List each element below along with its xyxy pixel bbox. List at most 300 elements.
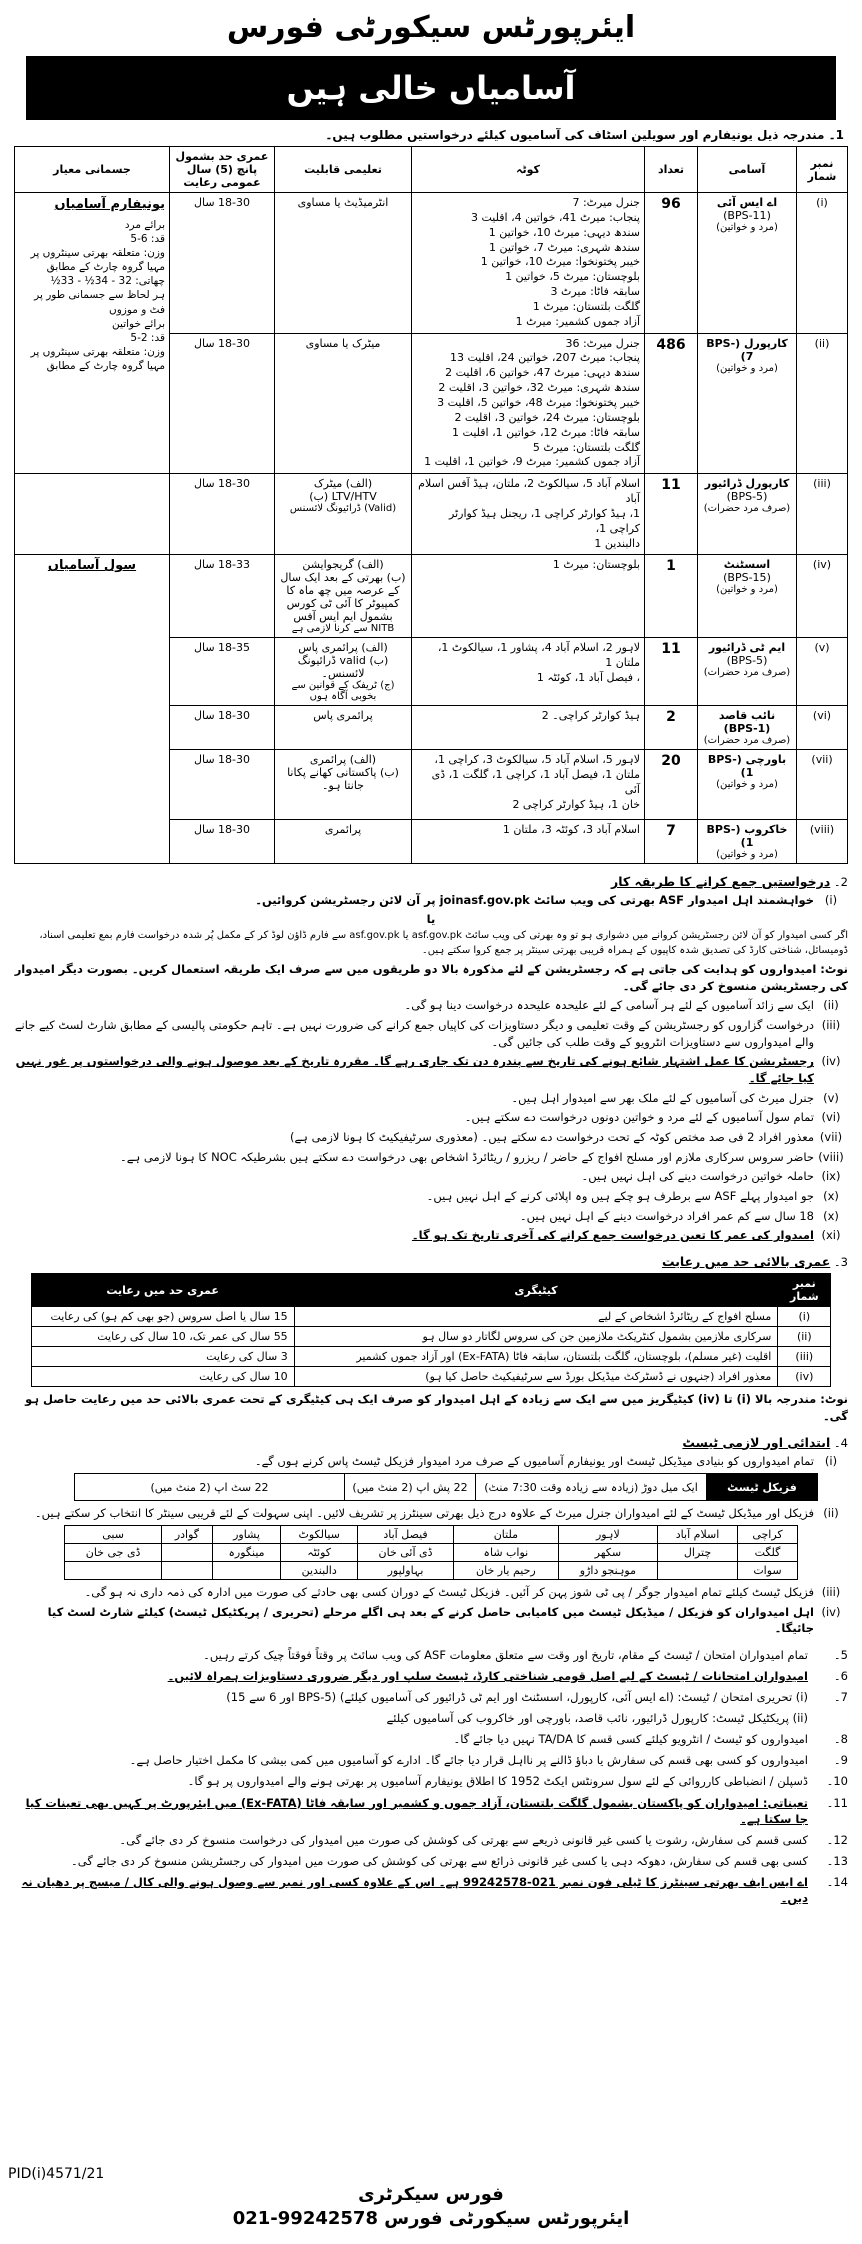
quota-line: جنرل میرٹ: 36 — [565, 336, 640, 350]
table-row — [15, 555, 848, 638]
row-quota — [412, 706, 645, 750]
age-relaxation: 15 سال یا اصل سروس (جو بھی کم ہو) کی رعایت — [31, 1307, 294, 1327]
edu-line: (الف) پرائمری — [309, 753, 377, 767]
s2-item-text: معذور افراد 2 فی صد مختص کوٹہ کے تحت درخواست دے سکتے ہیں۔ (معذوری سرٹیفیکیٹ کا ہونا لازمی ہے) — [289, 1130, 814, 1145]
quota-line: خیبر پختونخوا: میرٹ 10، خواتین 1 — [480, 255, 640, 269]
row-sr: (vi) — [797, 706, 848, 750]
age-col-relaxation: عمری حد میں رعایت — [31, 1274, 294, 1307]
row-education — [275, 555, 412, 638]
row-education — [275, 638, 412, 706]
age-category: مسلح افواج کے ریٹائرڈ اشخاص کے لیے — [294, 1307, 778, 1327]
s2-item-label: (ix) — [821, 1169, 841, 1184]
civil-posts-label: سول آسامیاں — [47, 558, 137, 574]
center-cell: نواب شاہ — [454, 1543, 559, 1561]
item-number: 5۔ — [833, 1647, 848, 1662]
quota-line: پنجاب: میرٹ 41، خواتین 4، اقلیت 3 — [471, 210, 640, 224]
age-row — [31, 1367, 831, 1387]
s2-item — [14, 1227, 848, 1244]
s2-para-text: اگر کسی امیدوار کو آن لائن رجسٹریشن کروانے میں دشواری ہو تو وہ بھرتی کی ویب سائٹ asf.gov.pk یا asf.gov.pk سے فارم ڈاؤن لوڈ کر کے مکمل پُر شدہ درخواست فارم بمع تعلیمی اسناد، ڈومیسائل، شناختی کارڈ کی تصدیق شدہ کاپیوں کے ہمراہ قریبی بھرتی سینٹر پر جمع کروا سکتے ہیں۔ — [39, 930, 848, 956]
age-row — [31, 1327, 831, 1347]
age-row — [31, 1347, 831, 1367]
row-sr: (iv) — [797, 555, 848, 638]
row-quota — [412, 750, 645, 820]
center-cell: ڈی آئی خان — [358, 1543, 454, 1561]
s2-note — [14, 961, 848, 994]
item-number — [808, 1710, 848, 1726]
item-number: 14۔ — [826, 1874, 848, 1889]
row-sr: (i) — [797, 193, 848, 334]
row-count: 7 — [645, 820, 698, 864]
row-education — [275, 750, 412, 820]
intro-text: 1۔ مندرجہ ذیل یونیفارم اور سویلین اسٹاف کی آسامیوں کیلئے درخواستیں مطلوب ہیں۔ — [325, 128, 844, 142]
s2-item — [14, 1109, 848, 1126]
numbered-item — [14, 1874, 848, 1906]
s2-item — [14, 1149, 848, 1166]
s2-items-list — [14, 997, 848, 1244]
s2-item-i-text: خواہشمند اہل امیدوار ASF بھرتی کی ویب سائٹ joinasf.gov.pk پر آن لائن رجسٹریشن کروائیں۔ — [255, 893, 814, 908]
center-cell: اسلام آباد — [658, 1525, 738, 1543]
quota-line: گلگت بلتستان: میرٹ 5 — [532, 440, 640, 454]
section-3 — [14, 1254, 848, 1424]
center-cell: رحیم یار خان — [454, 1561, 559, 1579]
post-gender: (صرف مرد حضرات) — [703, 503, 791, 515]
s2-item — [14, 997, 848, 1014]
s2-item-i-label: (i) — [824, 893, 838, 908]
post-grade: (BPS-15) — [723, 571, 771, 585]
quota-line: پنجاب: میرٹ 207، خواتین 24، اقلیت 13 — [450, 351, 640, 365]
center-cell: سکھر — [558, 1543, 657, 1561]
edu-line: NITB سے کرنا لازمی ہے — [291, 623, 395, 635]
quota-line: خیبر پختونخوا: میرٹ 48، خواتین 5، اقلیت 3 — [437, 395, 640, 409]
s2-item-label: (vii) — [819, 1130, 843, 1145]
quota-line: ملتان 1، فیصل آباد 1، کراچی 1، گلگت 1، ڈی آئی — [431, 768, 640, 797]
row-post — [698, 474, 797, 555]
quota-line: سابقہ فاٹا: میرٹ 3 — [550, 285, 640, 299]
col-physical: جسمانی معیار — [15, 147, 170, 193]
s2-item-label: (xi) — [821, 1228, 841, 1243]
post-grade: (BPS-5) — [726, 654, 768, 668]
center-cell: کوئٹہ — [281, 1543, 358, 1561]
row-count: 486 — [645, 333, 698, 474]
item-text: تمام امیدواران امتحان / ٹیسٹ کے مقام، تاریخ اور وقت سے متعلق معلومات ASF کی ویب سائٹ پر وقتاً فوقتاً چیک کرتے رہیں۔ — [203, 1647, 808, 1662]
s2-item-label: (ii) — [823, 998, 839, 1013]
section-2-title: درخواستیں جمع کرانے کا طریقہ کار — [611, 874, 831, 890]
quota-line: ہیڈ کوارٹر کراچی۔ 2 — [541, 709, 640, 723]
s4-item-i — [14, 1453, 848, 1470]
post-gender: (مرد و خواتین) — [716, 222, 778, 233]
quota-line: گلگت بلتستان: میرٹ 1 — [532, 299, 640, 313]
quota-line: آزاد جموں کشمیر: میرٹ 9، خواتین 1، اقلیت 1 — [424, 455, 640, 469]
s4-item-iii-label: (iii) — [821, 1584, 841, 1599]
physical-line: برائے مرد — [124, 218, 165, 231]
edu-line: (ج) ٹریفک کے قوانین سے بخوبی آگاہ ہوں — [291, 680, 395, 703]
s3-note — [14, 1391, 848, 1424]
row-count: 11 — [645, 474, 698, 555]
post-name: نائب قاصد (BPS-1) — [718, 709, 776, 736]
row-post — [698, 638, 797, 706]
s2-item-text: تمام سول آسامیوں کے لئے مرد و خواتین دونوں درخواست دے سکتے ہیں۔ — [464, 1110, 814, 1125]
s2-para — [14, 929, 848, 958]
s3-note-text: نوٹ: مندرجہ بالا (i) تا (iv) کیٹیگریز میں سے ایک سے زیادہ کے اہل امیدوار کو صرف ایک ہی کیٹیگری کے تحت عمری بالائی حد میں رعایت حاصل ہو گی۔ — [25, 1392, 848, 1423]
item-text: کسی قسم کی سفارش، رشوت یا کسی غیر قانونی ذریعے سے بھرتی کی کوشش کی صورت میں امیدوار کی درخواست منسوخ کر دی جائے گی۔ — [119, 1832, 808, 1847]
row-quota — [412, 474, 645, 555]
post-gender: (مرد و خواتین) — [716, 779, 778, 791]
row-education — [275, 474, 412, 555]
centers-row — [65, 1543, 798, 1561]
center-cell — [212, 1561, 281, 1579]
center-cell: کراچی — [738, 1525, 798, 1543]
s4-item-iv-label: (iv) — [821, 1604, 841, 1619]
row-education — [275, 820, 412, 864]
s2-item-i — [14, 892, 848, 909]
section-4-number: 4۔ — [833, 1435, 848, 1450]
s2-note-text: نوٹ: امیدواروں کو ہدایت کی جاتی ہے کہ رجسٹریشن کے لئے مذکورہ بالا دو طریقوں میں سے صرف ایک طریقہ استعمال کریں۔ بصورت دیگر امیدوار کی رجسٹریشن منسوخ کر دی جائے گی۔ — [14, 962, 848, 993]
section-2-number: 2۔ — [833, 875, 848, 890]
post-gender: (صرف مرد حضرات) — [703, 735, 791, 747]
item-number: 6۔ — [833, 1668, 848, 1683]
row-education — [275, 333, 412, 474]
edu-line: (ب) پاکستانی کھانے پکانا جانتا ہو۔ — [287, 766, 399, 793]
numbered-item — [14, 1731, 848, 1747]
post-name: کارپورل ڈرائیور — [704, 477, 790, 491]
physical-line: برائے خواتین — [112, 317, 165, 330]
s2-item — [14, 1129, 848, 1146]
row-sr: (ii) — [797, 333, 848, 474]
post-name: باورچی (BPS-1) — [707, 753, 787, 780]
row-age: 18-30 سال — [170, 333, 275, 474]
physical-test-label: فزیکل ٹیسٹ — [706, 1474, 817, 1500]
s4-item-i-label: (i) — [824, 1453, 838, 1468]
physical-line: چھاتی: 32 - 34½ - 33½ — [50, 275, 165, 288]
quota-line: لاہور 2، اسلام آباد 4، پشاور 1، سیالکوٹ 1، ملتان 1 — [437, 641, 640, 670]
physical-standard-civil — [15, 555, 170, 864]
s2-item-text: ایک سے زائد آسامیوں کے لئے ہر آسامی کے لئے علیحدہ علیحدہ درخواست دینا ہو گی۔ — [404, 998, 814, 1013]
s2-item — [14, 1168, 848, 1185]
post-gender: (مرد و خواتین) — [716, 584, 778, 596]
row-count: 1 — [645, 555, 698, 638]
table-row — [15, 474, 848, 555]
s4-item-iv — [14, 1604, 848, 1637]
center-cell: ڈی جی خان — [65, 1543, 162, 1561]
row-count: 2 — [645, 706, 698, 750]
item-text: ڈسپلن / انضباطی کارروائی کے لئے سول سرونٹس ایکٹ 1952 کا اطلاق یونیفارم آسامیوں پر بھرتی ہونے والے امیدواروں پر ہو گا۔ — [187, 1774, 808, 1789]
numbered-item — [14, 1752, 848, 1768]
center-cell — [162, 1561, 213, 1579]
physical-test-pushups: 22 پش اپ (2 منٹ میں) — [344, 1474, 475, 1500]
numbered-item — [14, 1668, 848, 1684]
row-post — [698, 333, 797, 474]
quota-line: ، فیصل آباد 1، کوئٹہ 1 — [536, 671, 640, 685]
physical-line: وزن: متعلقہ بھرتی سینٹروں پر مہیا گروہ چارٹ کے مطابق — [30, 346, 165, 373]
item-number: 12۔ — [826, 1832, 848, 1847]
center-cell: گلگت — [738, 1543, 798, 1561]
age-col-category: کیٹیگری — [294, 1274, 778, 1307]
center-cell: چترال — [658, 1543, 738, 1561]
post-gender: (مرد و خواتین) — [716, 362, 778, 374]
uniform-posts-label: یونیفارم آسامیاں — [54, 197, 165, 212]
s4-item-i-text: تمام امیدواروں کو بنیادی میڈیکل ٹیسٹ اور یونیفارم آسامیوں کے صرف مرد امیدوار فزیکل ٹیسٹ پاس کرنے ہوں گے۔ — [254, 1453, 814, 1468]
age-sr: (iv) — [778, 1367, 831, 1387]
quota-line: آزاد جموں کشمیر: میرٹ 1 — [515, 314, 640, 328]
s2-item-text: درخواست گزاروں کو رجسٹریشن کے وقت تعلیمی و دیگر دستاویزات کی کاپیاں جمع کرانے کی ضرورت نہیں ہے۔ تاہم حکومتی پالیسی کے مطابق شارٹ لسٹ کیے جانے والے امیدواروں سے دستاویزات انٹرویو کے وقت طلب کی جائیں گی۔ — [14, 1018, 814, 1049]
item-number: 10۔ — [826, 1774, 848, 1789]
numbered-item — [14, 1832, 848, 1848]
row-quota — [412, 820, 645, 864]
row-education — [275, 193, 412, 334]
row-post — [698, 820, 797, 864]
quota-line: دالبندین 1 — [594, 536, 640, 550]
col-education: تعلیمی قابلیت — [275, 147, 412, 193]
post-name: خاکروب (BPS-1) — [706, 823, 788, 850]
post-gender: (صرف مرد حضرات) — [703, 667, 791, 679]
section-3-number: 3۔ — [833, 1255, 848, 1270]
physical-line: قد: 2-5 — [130, 331, 165, 344]
row-quota — [412, 193, 645, 334]
center-cell: گوادر — [162, 1525, 213, 1543]
s2-item — [14, 1053, 848, 1086]
section-3-title: عمری بالائی حد میں رعایت — [661, 1254, 831, 1270]
center-cell: دالبندین — [281, 1561, 358, 1579]
numbered-item — [14, 1773, 848, 1789]
center-cell: سبی — [65, 1525, 162, 1543]
row-post — [698, 706, 797, 750]
numbered-items — [14, 1647, 848, 1906]
center-cell: لاہور — [558, 1525, 657, 1543]
edu-line: (الف) گریجوایشن — [302, 558, 384, 572]
row-quota — [412, 333, 645, 474]
age-sr: (i) — [778, 1307, 831, 1327]
row-post — [698, 193, 797, 334]
item-number: 11۔ — [826, 1795, 848, 1810]
physical-test-row — [74, 1473, 818, 1501]
signature-title: فورس سیکرٹری — [358, 2184, 504, 2206]
org-title: ایئرپورٹس سیکورٹی فورس — [226, 10, 636, 45]
s4-item-ii-text: فزیکل اور میڈیکل ٹیسٹ کے لئے امیدواران جنرل میرٹ کے علاوہ درج ذیل بھرتی سینٹرز پر تشریف لائیں۔ اپنی سہولت کے لئے قریبی سینٹر کا انتخاب کر سکتے ہیں۔ — [34, 1506, 814, 1521]
post-grade: (BPS-5) — [726, 490, 768, 504]
center-cell: ملتان — [454, 1525, 559, 1543]
or-text: یا — [426, 912, 436, 927]
s4-item-ii-label: (ii) — [823, 1506, 839, 1521]
item-text: (ii) پریکٹیکل ٹیسٹ: کارپورل ڈرائیور، نائب قاصد، باورچی اور خاکروب کی آسامیوں کیلئے — [386, 1711, 808, 1726]
s2-item-text: امیدوار کی عمر کا تعین درخواست جمع کرانے کی آخری تاریخ تک ہو گا۔ — [411, 1228, 814, 1243]
age-sr: (iii) — [778, 1347, 831, 1367]
age-category: معذور افراد (جنہوں نے ڈسٹرکٹ میڈیکل بورڈ سے سرٹیفیکیٹ حاصل کیا ہو) — [294, 1367, 778, 1387]
item-text: اے ایس ایف بھرتی سینٹرز کا ٹیلی فون نمبر 021-99242578 ہے۔ اس کے علاوہ کسی اور نمبر سے وصول ہونے والی کال / میسج پر دھیان نہ دیں۔ — [21, 1874, 808, 1905]
item-text: (i) تحریری امتحان / ٹیسٹ: (اے ایس آئی، کارپورل، اسسٹنٹ اور ایم ٹی ڈرائیور کی آسامیوں کیلئے) (BPS-5 اور 6 سے 15) — [226, 1690, 808, 1705]
edu-line: (Valid) ڈرائیونگ لائسنس — [289, 503, 397, 515]
physical-line: قد: 6-5 — [130, 232, 165, 245]
s2-item-text: جو امیدوار پہلے ASF سے برطرف ہو چکے ہیں وہ اپلائی کرنے کے اہل نہیں ہیں۔ — [426, 1189, 814, 1204]
recruitment-centers-table — [64, 1525, 798, 1580]
s2-item-text: جنرل میرٹ کی آسامیوں کے لئے ملک بھر سے امیدوار اہل ہیں۔ — [511, 1090, 814, 1105]
physical-line: وزن: متعلقہ بھرتی سینٹروں پر مہیا گروہ چارٹ کے مطابق — [30, 246, 165, 274]
item-number: 7۔ — [833, 1690, 848, 1705]
row-sr: (iii) — [797, 474, 848, 555]
age-category: سرکاری ملازمین بشمول کنٹریکٹ ملازمین جن کی سروس لگاتار دو سال ہو — [294, 1327, 778, 1347]
row-age: 18-30 سال — [170, 474, 275, 555]
row-age: 18-30 سال — [170, 820, 275, 864]
centers-row — [65, 1561, 798, 1579]
s2-item-label: (viii) — [818, 1149, 844, 1164]
age-relaxation: 55 سال کی عمر تک، 10 سال کی رعایت — [31, 1327, 294, 1347]
edu-line: (الف) پرائمری پاس — [298, 641, 388, 655]
s2-item-text: 18 سال سے کم عمر افراد درخواست دینے کے اہل نہیں ہیں۔ — [519, 1208, 814, 1223]
physical-test-situps: 22 سٹ اپ (2 منٹ میں) — [150, 1480, 269, 1494]
row-post — [698, 555, 797, 638]
age-col-sr: نمبر شمار — [778, 1274, 831, 1307]
row-age: 18-33 سال — [170, 555, 275, 638]
s2-item-label: (vi) — [821, 1110, 841, 1125]
col-age: عمری حد بشمول پانچ (5) سال عمومی رعایت — [170, 147, 275, 193]
s2-item — [14, 1017, 848, 1050]
item-text: امیدواران امتحانات / ٹیسٹ کے لیے اصل قومی شناختی کارڈ، ٹیسٹ سلپ اور دیگر ضروری دستاویزات ہمراہ لائیں۔ — [167, 1668, 808, 1683]
age-sr: (ii) — [778, 1327, 831, 1347]
quota-line: اسلام آباد 3، کوئٹہ 3، ملتان 1 — [502, 823, 640, 837]
row-age: 18-35 سال — [170, 638, 275, 706]
post-gender: (مرد و خواتین) — [716, 849, 778, 861]
item-text: تعیناتی: امیدواران کو پاکستان بشمول گلگت بلتستان، آزاد جموں و کشمیر اور سابقہ فاٹا (Ex-FATA) میں ایئرپورٹ پر کہیں بھی تعینات کیا جا سکتا ہے۔ — [25, 1795, 808, 1826]
edu-line: پرائمری — [324, 823, 362, 837]
quota-line: بلوچستان: میرٹ 5، خواتین 1 — [505, 270, 640, 284]
post-name: ایم ٹی ڈرائیور — [708, 641, 786, 655]
age-category: اقلیت (غیر مسلم)، بلوچستان، گلگت بلتستان، سابقہ فاٹا (Ex-FATA) اور آزاد جموں کشمیر — [294, 1347, 778, 1367]
centers-row — [65, 1525, 798, 1543]
numbered-item — [14, 1795, 848, 1827]
edu-line: (ب) بھرتی کے بعد ایک سال کے عرصہ میں چھ ماہ کا کمپیوٹر کا آئی ٹی کورس بشمول ایم ایس آفس — [280, 571, 406, 624]
edu-line: انٹرمیڈیٹ یا مساوی — [297, 196, 389, 209]
edu-line: LTV/HTV (ب) — [309, 490, 377, 504]
s2-item-label: (x) — [823, 1208, 839, 1223]
row-post — [698, 750, 797, 820]
edu-line: میٹرک یا مساوی — [305, 336, 381, 350]
quota-line: سابقہ فاٹا: میرٹ 12، خواتین 1، اقلیت 1 — [452, 425, 640, 439]
row-count: 11 — [645, 638, 698, 706]
numbered-item — [14, 1853, 848, 1869]
center-cell — [65, 1561, 162, 1579]
physical-line: ہر لحاظ سے جسمانی طور پر فٹ و موزوں — [34, 289, 165, 316]
age-relaxation-table — [31, 1273, 832, 1387]
vacancy-table — [14, 146, 848, 864]
s2-item-text: حاملہ خواتین درخواست دینے کی اہل نہیں ہیں۔ — [581, 1169, 814, 1184]
quota-line: سندھ دیہی: میرٹ 47، خواتین 6، اقلیت 2 — [445, 366, 640, 380]
row-quota — [412, 638, 645, 706]
s2-item-label: (x) — [823, 1189, 839, 1204]
row-sr: (viii) — [797, 820, 848, 864]
s2-item — [14, 1208, 848, 1225]
quota-line: 1، ہیڈ کوارٹر کراچی 1، ریجنل ہیڈ کوارٹر کراچی 1، — [449, 506, 640, 535]
center-cell: سیالکوٹ — [281, 1525, 358, 1543]
age-header-row — [31, 1274, 831, 1307]
center-cell: مینگورہ — [212, 1543, 281, 1561]
row-sr: (vii) — [797, 750, 848, 820]
row-quota — [412, 555, 645, 638]
edu-line: پرائمری پاس — [313, 709, 373, 723]
post-name: اسسٹنٹ — [723, 558, 771, 572]
quota-line: بلوچستان: میرٹ 1 — [552, 558, 640, 572]
edu-line: (ب) valid ڈرائیونگ لائسنس۔ — [297, 654, 389, 681]
center-cell: فیصل آباد — [358, 1525, 454, 1543]
item-number: 9۔ — [833, 1753, 848, 1768]
physical-standard-empty — [15, 474, 170, 555]
row-sr: (v) — [797, 638, 848, 706]
row-age: 18-30 سال — [170, 193, 275, 334]
col-post: آسامی — [698, 147, 797, 193]
numbered-item — [14, 1689, 848, 1705]
quota-line: سندھ شہری: میرٹ 32، خواتین 3، اقلیت 2 — [438, 381, 640, 395]
post-name: کارپورل (BPS-7) — [706, 336, 788, 363]
s4-item-iii — [14, 1584, 848, 1601]
signature-block — [0, 2183, 862, 2230]
post-grade: (BPS-11) — [723, 209, 771, 222]
item-text: امیدواروں کو کسی بھی قسم کی سفارش یا دباؤ ڈالنے پر نااہل قرار دیا جائے گا۔ ادارے کو آسامیوں میں کمی بیشی کا مکمل اختیار حاصل ہے۔ — [129, 1753, 808, 1768]
age-row — [31, 1307, 831, 1327]
numbered-item — [14, 1710, 848, 1726]
signature-org: ایئرپورٹس سیکورٹی فورس 99242578-021 — [232, 2207, 630, 2229]
s2-item-text: رجسٹریشن کا عمل اشتہار شائع ہونے کی تاریخ سے پندرہ دن تک جاری رہے گا۔ مقررہ تاریخ کے بعد موصول ہونے والی درخواستوں پر غور نہیں کیا جائے گا۔ — [15, 1054, 814, 1086]
pid-number: PID(i)4571/21 — [8, 2166, 105, 2182]
col-quota: کوٹہ — [412, 147, 645, 193]
col-sr: نمبر شمار — [797, 147, 848, 193]
physical-standard-uniform — [15, 193, 170, 474]
s4-item-iii-text: فزیکل ٹیسٹ کیلئے تمام امیدوار جوگر / پی ٹی شوز پہن کر آئیں۔ فزیکل ٹیسٹ کے دوران کسی بھی حادثے کی صورت میں ادارہ کی ذمہ داری نہ ہو گی۔ — [84, 1584, 814, 1599]
vacancy-banner: آسامیاں خالی ہیں — [26, 56, 836, 120]
table-row — [15, 193, 848, 334]
center-cell: موہنجو داڑو — [558, 1561, 657, 1579]
center-cell: بہاولپور — [358, 1561, 454, 1579]
s2-item-text: حاضر سروس سرکاری ملازم اور مسلح افواج کے حاضر / ریزرو / ریٹائرڈ اشخاص بھی درخواست دے سکتے ہیں بشرطیکہ NOC کا ہونا لازمی ہے۔ — [120, 1149, 814, 1164]
s2-item-label: (v) — [823, 1090, 839, 1105]
s4-item-iv-text: اہل امیدواران کو فزیکل / میڈیکل ٹیسٹ میں کامیابی حاصل کرنے کے بعد ہی اگلے مرحلے (تحریری / پریکٹیکل ٹیسٹ) کیلئے شارٹ لسٹ کیا جائیگا۔ — [47, 1604, 814, 1636]
item-text: کسی بھی قسم کی سفارش، دھوکہ دہی یا کسی غیر قانونی ذرائع سے بھرتی کی کوشش کی صورت میں امیدوار کی رجسٹریشن منسوخ کر دی جائے گی۔ — [71, 1853, 808, 1868]
s2-item — [14, 1090, 848, 1107]
s2-item-label: (iv) — [821, 1054, 841, 1069]
item-text: امیدواروں کو ٹیسٹ / انٹرویو کیلئے کسی قسم کا TA/DA نہیں دیا جائے گا۔ — [453, 1732, 808, 1747]
quota-line: سندھ دیہی: میرٹ 10، خواتین 1 — [488, 225, 640, 239]
quota-line: جنرل میرٹ: 7 — [572, 196, 640, 209]
s2-item — [14, 1188, 848, 1205]
section-2 — [14, 874, 848, 1244]
numbered-item — [14, 1647, 848, 1663]
item-number: 13۔ — [826, 1853, 848, 1868]
quota-line: سندھ شہری: میرٹ 7، خواتین 1 — [488, 240, 640, 254]
physical-test-run: ایک میل دوڑ (زیادہ سے زیادہ وقت 7:30 منٹ) — [475, 1474, 706, 1500]
center-cell: سوات — [738, 1561, 798, 1579]
row-education — [275, 706, 412, 750]
age-relaxation: 3 سال کی رعایت — [31, 1347, 294, 1367]
quota-line: لاہور 5، اسلام آباد 5، سیالکوٹ 3، کراچی 1، — [434, 753, 640, 767]
quota-line: اسلام آباد 5، سیالکوٹ 2، ملتان، ہیڈ آفس اسلام آباد — [418, 477, 640, 506]
quota-line: خان 1، ہیڈ کوارٹر کراچی 2 — [512, 797, 640, 811]
row-count: 96 — [645, 193, 698, 334]
center-cell — [658, 1561, 738, 1579]
age-relaxation: 10 سال کی رعایت — [31, 1367, 294, 1387]
row-count: 20 — [645, 750, 698, 820]
row-age: 18-30 سال — [170, 706, 275, 750]
s4-item-ii — [14, 1505, 848, 1522]
col-count: تعداد — [645, 147, 698, 193]
section-4-title: ابتدائی اور لازمی ٹیسٹ — [682, 1434, 831, 1450]
edu-line: (الف) میٹرک — [313, 477, 373, 491]
center-cell — [162, 1543, 213, 1561]
center-cell: پشاور — [212, 1525, 281, 1543]
row-age: 18-30 سال — [170, 750, 275, 820]
item-number: 8۔ — [833, 1732, 848, 1747]
section-4 — [14, 1435, 848, 1637]
post-name: اے ایس آئی — [716, 196, 778, 209]
s2-item-label: (iii) — [821, 1018, 841, 1033]
table-header-row — [15, 147, 848, 193]
quota-line: بلوچستان: میرٹ 24، خواتین 3، اقلیت 2 — [454, 410, 640, 424]
